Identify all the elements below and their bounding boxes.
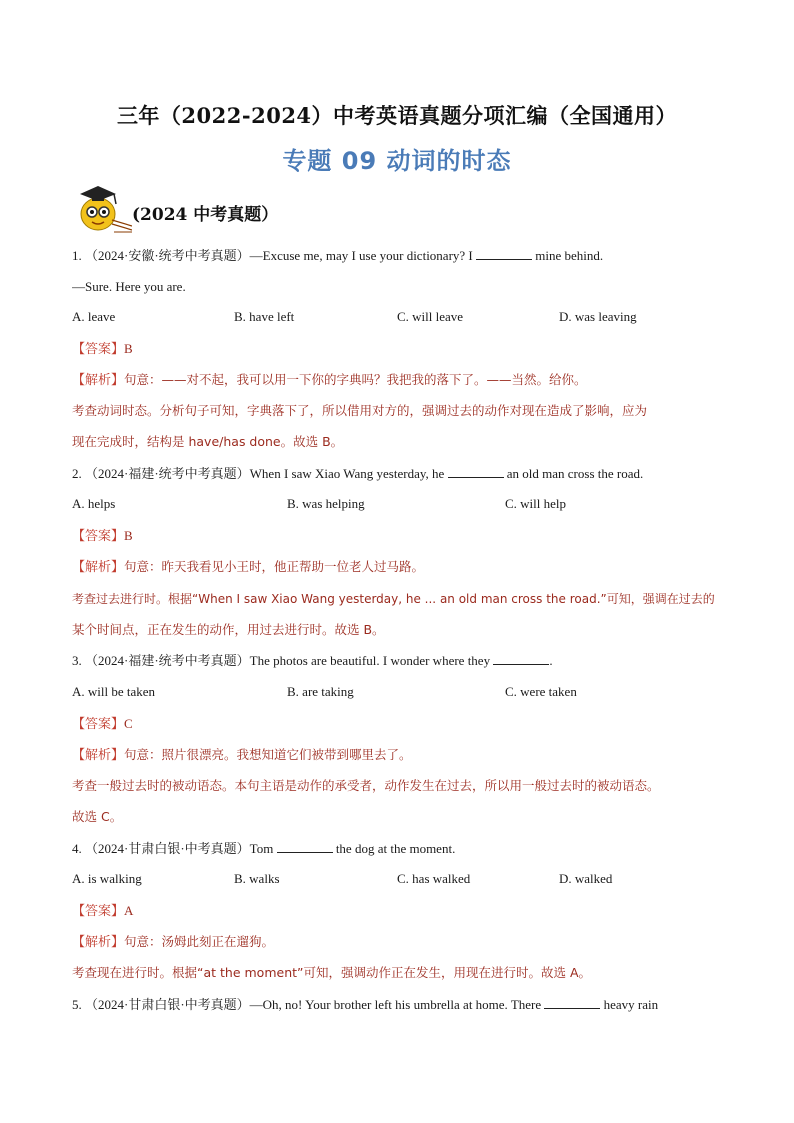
analysis-line: 考查现在进行时。根据“at the moment”可知，强调动作正在发生，用现在进行时。故选 A。 <box>72 965 592 980</box>
answer-line: 【答案】C <box>72 716 133 732</box>
option-c: C. were taken <box>505 684 577 699</box>
answer-blank <box>476 247 532 260</box>
question-stem: 3. （2024·福建·统考中考真题）The photos are beautiful. I wonder where they . <box>72 653 553 668</box>
analysis-line: 【解析】句意：——对不起，我可以用一下你的字典吗？我把我的落下了。——当然。给你。 <box>72 372 587 388</box>
answer-line: 【答案】B <box>72 341 133 357</box>
option-d: D. walked <box>559 871 613 886</box>
question-stem: 1. （2024·安徽·统考中考真题）—Excuse me, may I use your dictionary? I mine behind. <box>72 248 604 263</box>
analysis-line: 【解析】句意：照片很漂亮。我想知道它们被带到哪里去了。 <box>72 747 412 763</box>
answer-blank <box>544 996 600 1009</box>
analysis-line: 某个时间点，正在发生的动作，用过去进行时。故选 B。 <box>72 622 385 637</box>
option-a: A. helps <box>72 496 116 511</box>
answer-line: 【答案】B <box>72 528 133 544</box>
mascot-icon <box>72 180 132 236</box>
option-b: B. walks <box>234 871 280 886</box>
document-title: 三年（2022-2024）中考英语真题分项汇编（全国通用） <box>116 103 678 128</box>
question-stem: 2. （2024·福建·统考中考真题）When I saw Xiao Wang yesterday, he an old man cross the road. <box>72 466 644 481</box>
analysis-line: 考查动词时态。分析句子可知，字典落下了，所以借用对方的，强调过去的动作对现在造成了影响，应为 <box>72 403 648 418</box>
answer-line: 【答案】A <box>72 903 134 919</box>
option-a: A. is walking <box>72 871 142 886</box>
option-b: B. are taking <box>287 684 354 699</box>
analysis-line: 故选 C。 <box>72 809 123 824</box>
section-header <box>72 180 372 236</box>
answer-blank <box>277 840 333 853</box>
analysis-line: 现在完成时，结构是 have/has done。故选 B。 <box>72 434 344 449</box>
section-label: (2024 中考真题） <box>132 205 279 225</box>
question-stem: 4. （2024·甘肃白银·中考真题）Tom the dog at the moment. <box>72 841 456 856</box>
analysis-line: 考查一般过去时的被动语态。本句主语是动作的承受者，动作发生在过去，所以用一般过去时的被动语态。 <box>72 778 660 793</box>
answer-blank <box>448 465 504 478</box>
option-a: A. will be taken <box>72 684 156 699</box>
analysis-line: 考查过去进行时。根据“When I saw Xiao Wang yesterday, he ... an old man cross the road.”可知，强调在过去的 <box>72 592 715 606</box>
answer-blank <box>493 652 549 665</box>
option-d: D. was leaving <box>559 309 637 324</box>
question-stem: 5. （2024·甘肃白银·中考真题）—Oh, no! Your brother left his umbrella at home. There heavy rain <box>72 997 659 1012</box>
option-c: C. has walked <box>397 871 471 886</box>
option-b: B. have left <box>234 309 295 324</box>
option-c: C. will help <box>505 496 567 511</box>
option-a: A. leave <box>72 309 116 324</box>
option-b: B. was helping <box>287 496 365 511</box>
topic-title: 专题 09 动词的时态 <box>282 147 512 175</box>
analysis-line: 【解析】句意：汤姆此刻正在遛狗。 <box>72 934 275 950</box>
question-stem-line2: —Sure. Here you are. <box>72 279 186 294</box>
analysis-line: 【解析】句意：昨天我看见小王时，他正帮助一位老人过马路。 <box>72 559 425 575</box>
option-c: C. will leave <box>397 309 464 324</box>
